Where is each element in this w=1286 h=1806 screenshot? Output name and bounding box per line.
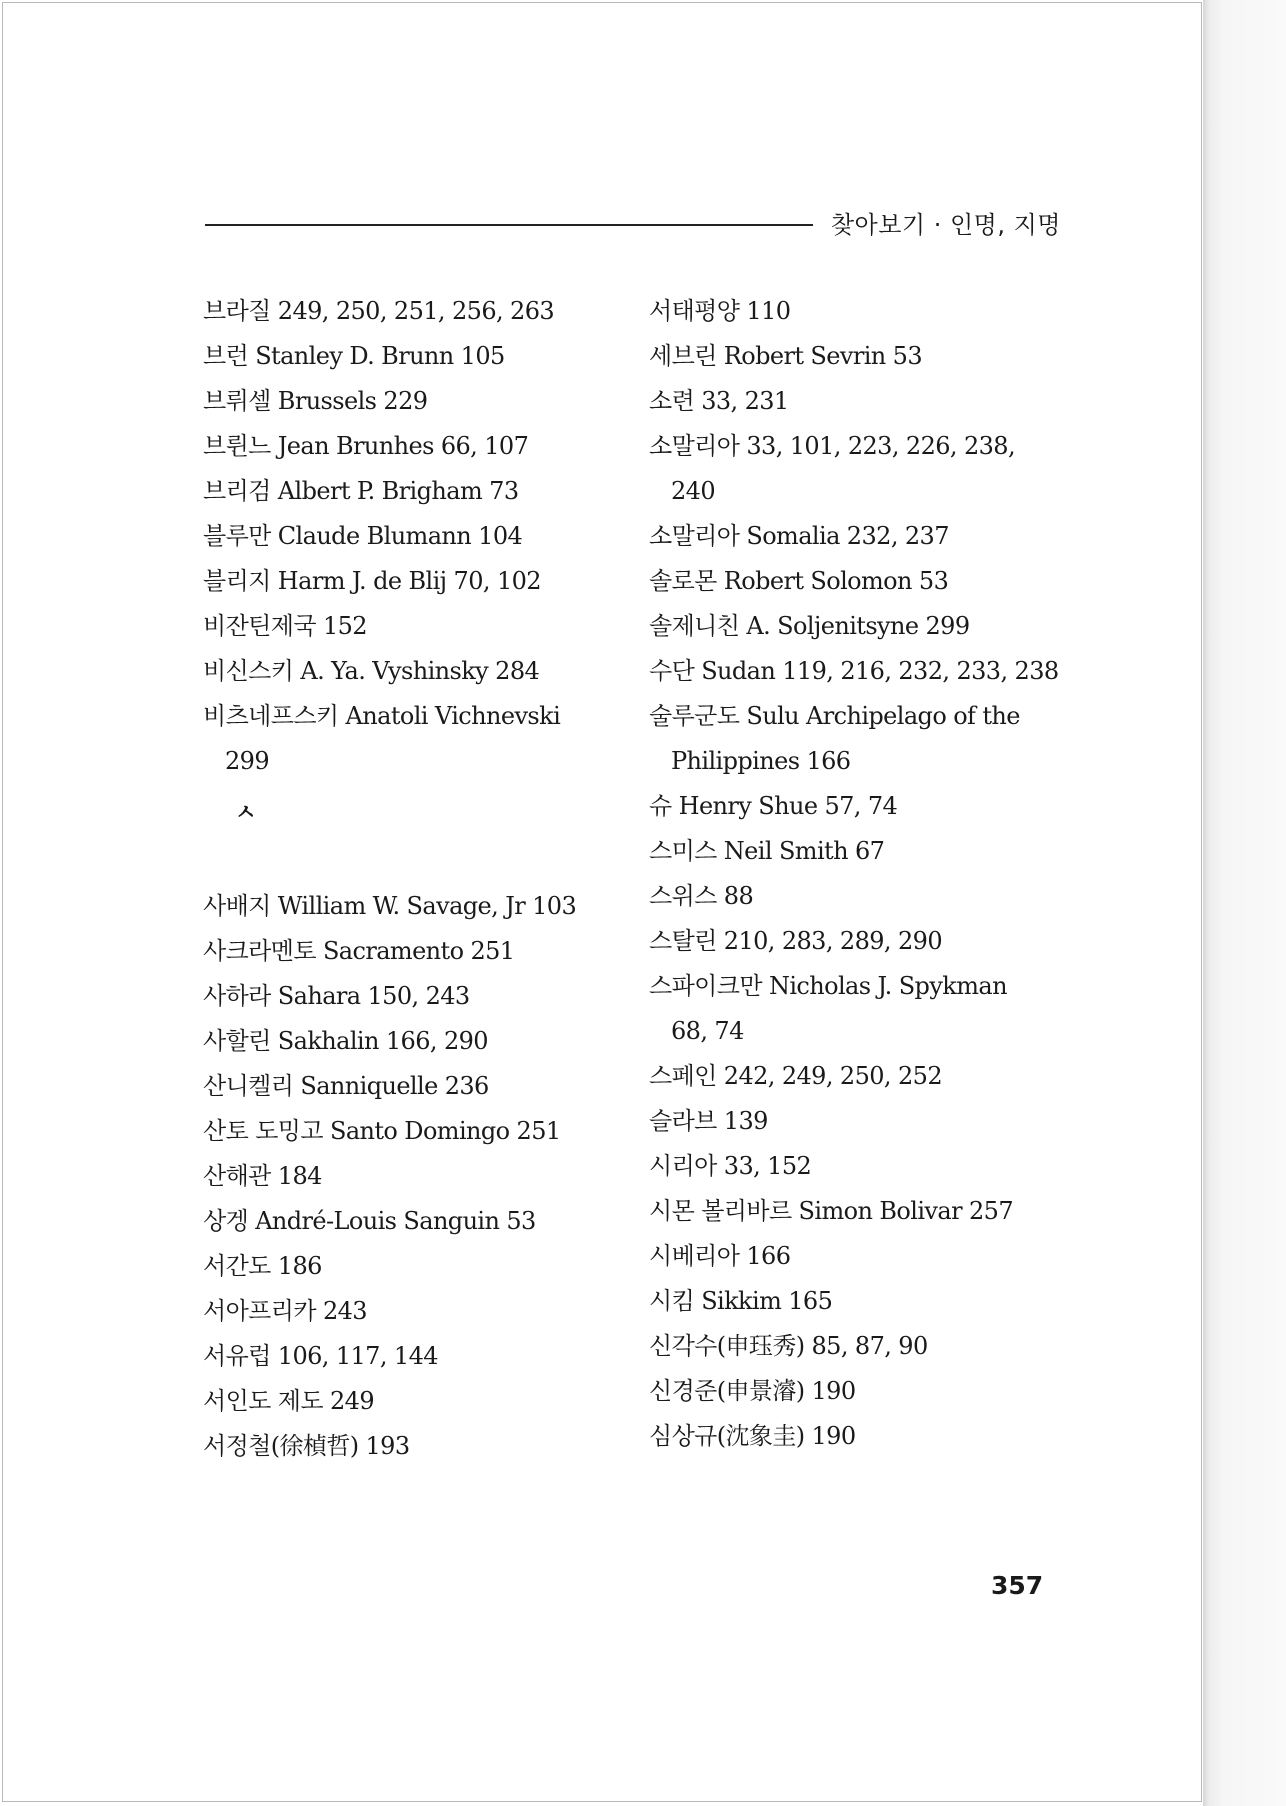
- index-entry: 사할린 Sakhalin 166, 290: [203, 1027, 488, 1055]
- index-entry: 서태평양 110: [649, 297, 791, 325]
- index-entry: 산토 도밍고 Santo Domingo 251: [203, 1117, 561, 1145]
- index-entry: 서인도 제도 249: [203, 1387, 374, 1415]
- index-entry: 브런 Stanley D. Brunn 105: [203, 342, 505, 370]
- index-entry: 신경준(申景濬) 190: [649, 1377, 856, 1405]
- index-entry: 상겡 André-Louis Sanguin 53: [203, 1207, 536, 1235]
- index-entry: 술루군도 Sulu Archipelago of the: [649, 702, 1020, 730]
- header-rule: [205, 224, 813, 226]
- index-entry: 시킴 Sikkim 165: [649, 1287, 833, 1315]
- index-entry: 소말리아 33, 101, 223, 226, 238,: [649, 432, 1015, 460]
- index-entry: 블리지 Harm J. de Blij 70, 102: [203, 567, 541, 595]
- page-number: 357: [991, 1571, 1044, 1600]
- index-entry: 사배지 William W. Savage, Jr 103: [203, 892, 577, 920]
- index-entry: 스페인 242, 249, 250, 252: [649, 1062, 942, 1090]
- index-entry: 세브린 Robert Sevrin 53: [649, 342, 922, 370]
- index-entry: 사크라멘토 Sacramento 251: [203, 937, 515, 965]
- running-head-title: 찾아보기 · 인명, 지명: [830, 211, 1061, 239]
- running-head: [205, 203, 1061, 243]
- index-entry: 신각수(申珏秀) 85, 87, 90: [649, 1332, 928, 1360]
- index-entry-continuation: 299: [225, 747, 270, 775]
- index-column-right: [649, 289, 1069, 1459]
- index-entry: 스파이크만 Nicholas J. Spykman: [649, 972, 1007, 1000]
- index-entry: 브륀느 Jean Brunhes 66, 107: [203, 432, 529, 460]
- index-entry: 심상규(沈象圭) 190: [649, 1422, 856, 1450]
- index-entry: 슬라브 139: [649, 1107, 768, 1135]
- index-entry: 산해관 184: [203, 1162, 322, 1190]
- book-page: [2, 2, 1202, 1802]
- section-letter: ㅅ: [235, 801, 257, 826]
- index-entry: 비잔틴제국 152: [203, 612, 367, 640]
- index-entry: 서유럽 106, 117, 144: [203, 1342, 438, 1370]
- index-entry: 솔제니친 A. Soljenitsyne 299: [649, 612, 970, 640]
- index-entry: 슈 Henry Shue 57, 74: [649, 792, 898, 820]
- index-entry: 블루만 Claude Blumann 104: [203, 522, 523, 550]
- index-entry: 스위스 88: [649, 882, 754, 910]
- index-entry: 서간도 186: [203, 1252, 322, 1280]
- index-entry: 비츠네프스키 Anatoli Vichnevski: [203, 702, 561, 730]
- page-edge-shadow: [1203, 0, 1286, 1806]
- index-entry: 시베리아 166: [649, 1242, 791, 1270]
- index-entry: 솔로몬 Robert Solomon 53: [649, 567, 949, 595]
- index-entry: 수단 Sudan 119, 216, 232, 233, 238: [649, 657, 1059, 685]
- index-entry: 브라질 249, 250, 251, 256, 263: [203, 297, 555, 325]
- index-column-left: [203, 289, 623, 1469]
- index-entry: 산니켈리 Sanniquelle 236: [203, 1072, 489, 1100]
- index-entry: 소말리아 Somalia 232, 237: [649, 522, 949, 550]
- index-entry: 스탈린 210, 283, 289, 290: [649, 927, 942, 955]
- index-entry-continuation: 240: [671, 477, 716, 505]
- index-entry: 브리검 Albert P. Brigham 73: [203, 477, 519, 505]
- index-entry: 사하라 Sahara 150, 243: [203, 982, 470, 1010]
- index-entry: 서아프리카 243: [203, 1297, 367, 1325]
- index-entry: 비신스키 A. Ya. Vyshinsky 284: [203, 657, 540, 685]
- index-entry-continuation: Philippines 166: [671, 747, 851, 775]
- index-entry: 소련 33, 231: [649, 387, 789, 415]
- index-entry: 시리아 33, 152: [649, 1152, 812, 1180]
- index-entry-continuation: 68, 74: [671, 1017, 744, 1045]
- index-entry: 시몬 볼리바르 Simon Bolivar 257: [649, 1197, 1013, 1225]
- index-entry: 스미스 Neil Smith 67: [649, 837, 885, 865]
- index-entry: 서정철(徐楨哲) 193: [203, 1432, 410, 1460]
- index-entry: 브뤼셀 Brussels 229: [203, 387, 428, 415]
